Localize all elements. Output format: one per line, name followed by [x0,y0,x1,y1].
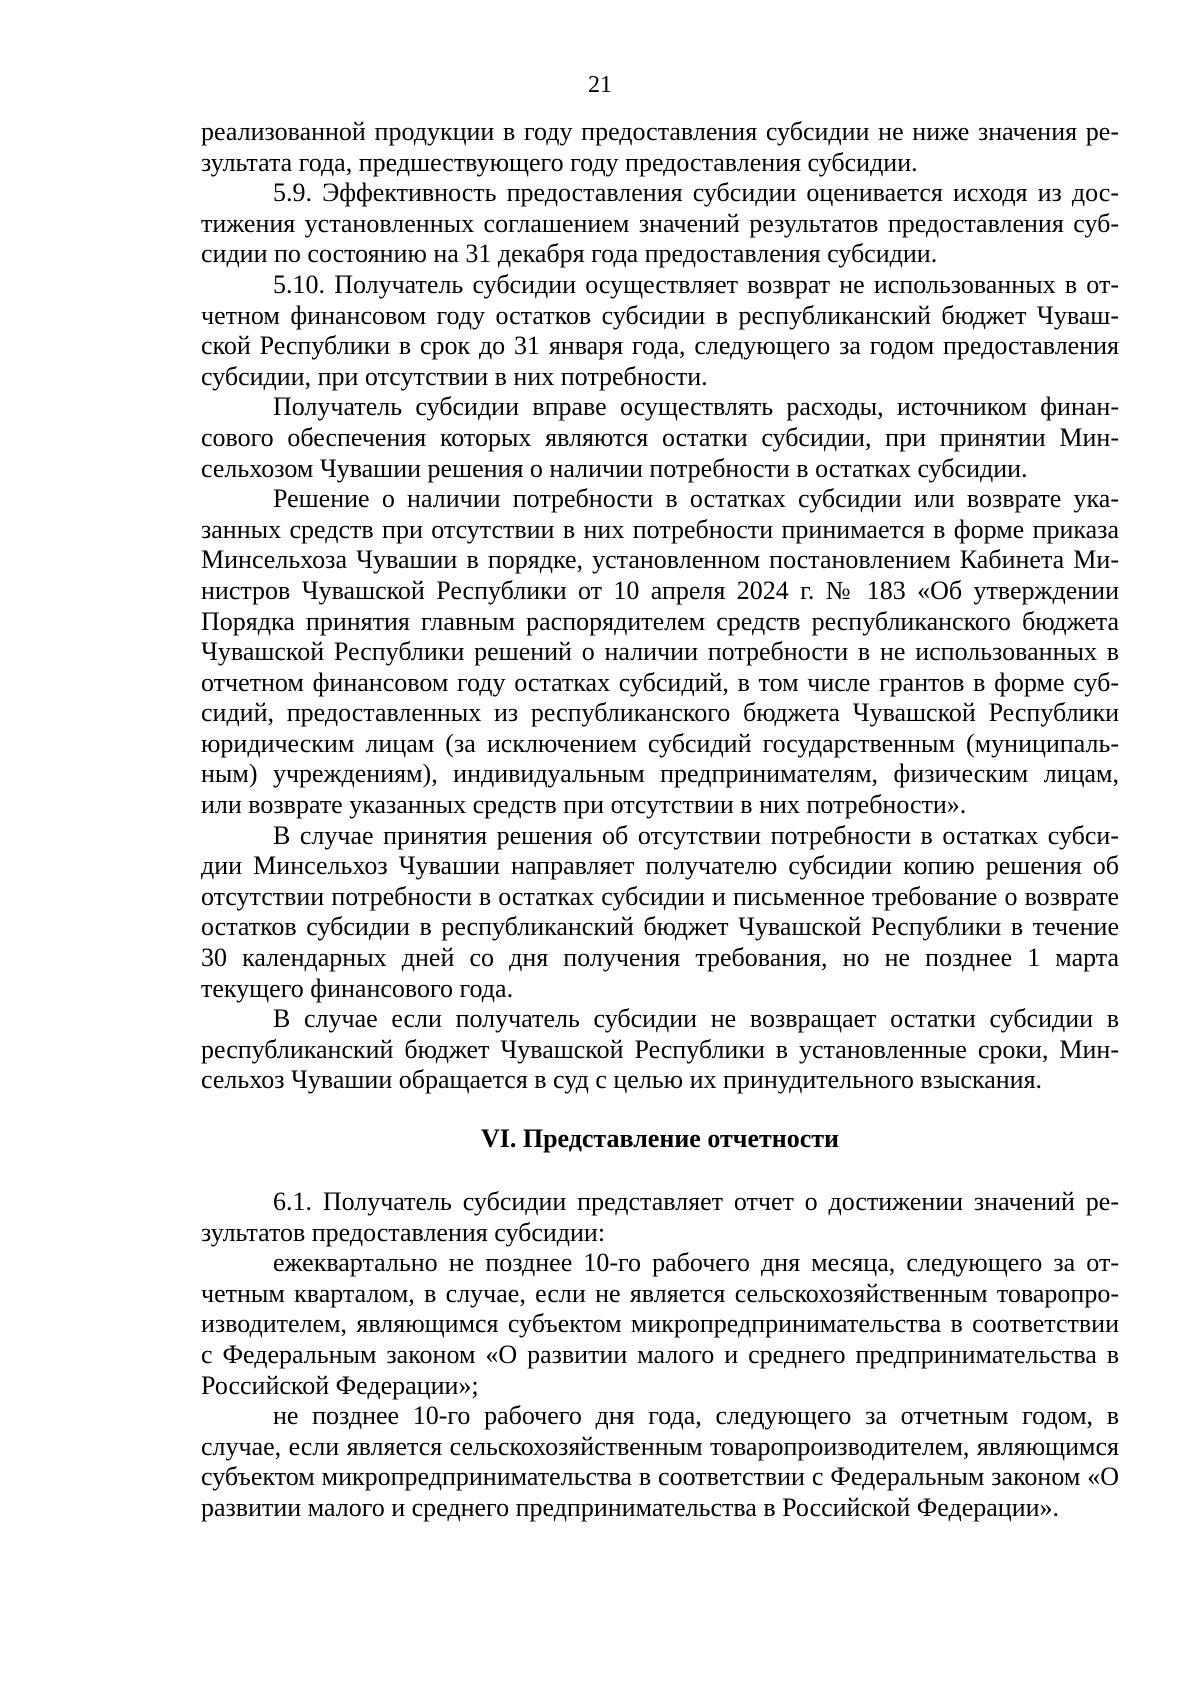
paragraph-continuation: реализованной продукции в году предоставления субсидии не ниже значения результата года, предшествующего году предоставления субсидии. [201,117,1119,177]
document-body [201,117,1119,1524]
paragraph-court-recovery: В случае если получатель субсидии не возвращает остатки субсидии в республиканский бюджет Чувашской Республики в установленные сроки, Минсельхоз Чувашии обращается в суд с целью их принудительного взыскания. [201,1004,1119,1095]
paragraph-expenses-right: Получатель субсидии вправе осуществлять расходы, источником финансового обеспечения которых являются остатки субсидии, при принятии Минсельхозом Чувашии решения о наличии потребности в остатках субсидии. [201,392,1119,483]
paragraph-quarterly-report: ежеквартально не позднее 10-го рабочего дня месяца, следующего за отчетным кварталом, в случае, если не является сельскохозяйственным товаропроизводителем, являющимся субъектом микропредпринимательства в соответствии с Федеральным законом «О развитии малого и среднего предпринимательства в Российской Федерации»; [201,1248,1119,1400]
paragraph-6-1: 6.1. Получатель субсидии представляет отчет о достижении значений результатов предоставления субсидии: [201,1187,1119,1247]
paragraph-annual-report: не позднее 10-го рабочего дня года, следующего за отчетным годом, в случае, если является сельскохозяйственным товаропроизводителем, являющимся субъектом микропредпринимательства в соответствии с Федеральным законом «О развитии малого и среднего предпринимательства в Российской Федерации». [201,1401,1119,1522]
section-heading-reporting: VI. Представление отчетности [480,1124,840,1153]
paragraph-decision-form: Решение о наличии потребности в остатках субсидии или возврате указанных средств при отсутствии в них потребности принимается в форме приказа Минсельхоза Чувашии в порядке, установленном постановлением Кабинета Министров Чувашской Республики от 10 апреля 2024 г. № 183 «Об утверждении Порядка принятия главным распорядителем средств республиканского бюджета Чувашской Республики решений о наличии потребности в не использованных в отчетном финансовом году остатках субсидий, в том числе грантов в форме субсидий, предоставленных из республиканского бюджета Чувашской Республики юридическим лицам (за исключением субсидий государственным (муниципальным) учреждениям), индивидуальным предпринимателям, физическим лицам, или возврате указанных средств при отсутствии в них потребности». [201,484,1119,820]
page-number: 21 [588,72,612,98]
paragraph-no-need-case: В случае принятия решения об отсутствии потребности в остатках субсидии Минсельхоз Чувашии направляет получателю субсидии копию решения об отсутствии потребности в остатках субсидии и письменное требование о возврате остатков субсидии в республиканский бюджет Чувашской Республики в течение 30 календарных дней со дня получения требования, но не позднее 1 марта текущего финансового года. [201,820,1119,1003]
paragraph-5-10: 5.10. Получатель субсидии осуществляет возврат не использованных в отчетном финансовом году остатков субсидии в республиканский бюджет Чувашской Республики в срок до 31 января года, следующего за годом предоставления субсидии, при отсутствии в них потребности. [201,269,1119,391]
paragraph-5-9: 5.9. Эффективность предоставления субсидии оценивается исходя из достижения установленных соглашением значений результатов предоставления субсидии по состоянию на 31 декабря года предоставления субсидии. [201,178,1119,269]
